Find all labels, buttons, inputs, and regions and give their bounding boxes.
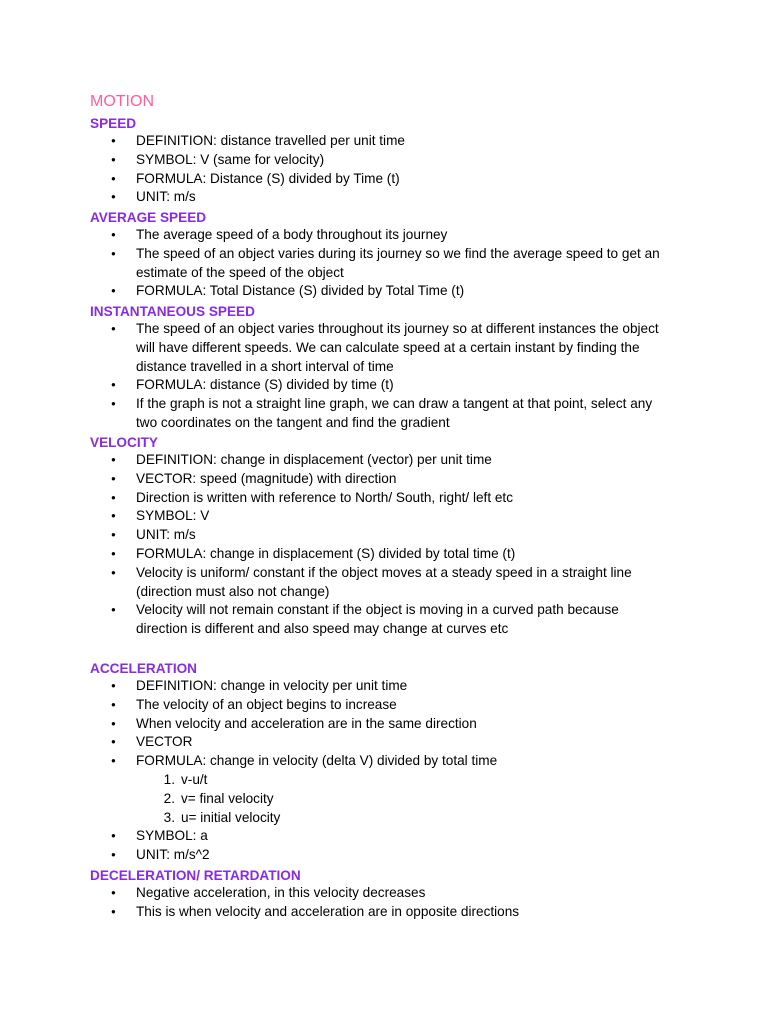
bullet-icon: ● — [111, 380, 116, 390]
numbered-item — [163, 790, 741, 809]
list-item-text: FORMULA: distance (S) divided by time (t) — [136, 377, 394, 393]
bullet-icon: ● — [111, 248, 116, 258]
list-item-text: SYMBOL: a — [136, 828, 208, 844]
list-item — [111, 376, 696, 395]
bullet-icon: ● — [111, 230, 116, 239]
list-item-text: distance travelled in a short interval of time — [136, 358, 394, 374]
bullet-icon: ● — [111, 286, 116, 296]
list-item-text: FORMULA: Distance (S) divided by Time (t) — [136, 170, 400, 186]
list-item-text: FORMULA: Total Distance (S) divided by Total Time (t) — [136, 283, 465, 299]
bullet-icon: ● — [111, 511, 116, 521]
list-item-text: SYMBOL: V — [136, 508, 210, 524]
bullet-icon: ● — [111, 756, 116, 766]
list-item — [111, 677, 696, 696]
list-item — [111, 320, 696, 376]
list-item-text: Direction is written with reference to North/ South, right/ left etc — [136, 489, 514, 505]
section-heading: SPEED — [90, 116, 137, 131]
list-item-text: VECTOR — [136, 734, 193, 750]
bullet-icon: ● — [111, 173, 116, 183]
list-item-text: will have different speeds. We can calculate speed at a certain instant by finding the — [136, 339, 640, 355]
list-item-text: The speed of an object varies throughout its journey so at different instances the object — [136, 321, 659, 336]
list-item — [111, 489, 696, 508]
list-item-text: UNIT: m/s — [136, 189, 196, 205]
list-item-text: FORMULA: change in displacement (S) divided by total time (t) — [136, 546, 516, 561]
list-item — [111, 696, 696, 715]
list-item — [111, 170, 696, 189]
bullet-icon: ● — [111, 906, 116, 916]
list-item-text: Velocity is uniform/ constant if the object moves at a steady speed in a straight line — [136, 564, 632, 580]
bullet-icon: ● — [111, 324, 116, 333]
list-item — [111, 752, 696, 771]
list-item — [111, 151, 696, 170]
bullet-icon: ● — [111, 605, 116, 615]
list-item — [111, 395, 696, 433]
list-item — [111, 245, 696, 283]
list-item-text: DEFINITION: change in velocity per unit time — [136, 678, 408, 693]
list-item-text: estimate of the speed of the object — [136, 264, 344, 280]
list-item — [111, 564, 696, 602]
bullet-icon: ● — [111, 888, 116, 897]
bullet-icon: ● — [111, 192, 116, 202]
section-heading: VELOCITY — [90, 435, 158, 450]
bullet-icon: ● — [111, 699, 116, 709]
list-item-text: SYMBOL: V (same for velocity) — [136, 151, 325, 167]
bullet-icon: ● — [111, 399, 116, 409]
bullet-icon: ● — [111, 492, 116, 502]
list-item — [111, 715, 696, 734]
list-item-text: (direction must also not change) — [136, 583, 330, 599]
list-item-text: Negative acceleration, in this velocity decreases — [136, 885, 426, 900]
list-item — [111, 470, 696, 489]
numbered-item-text: v= final velocity — [181, 790, 274, 806]
bullet-icon: ● — [111, 831, 116, 841]
list-item — [111, 903, 696, 922]
numbered-item-text: u= initial velocity — [181, 809, 281, 825]
list-item — [111, 545, 696, 564]
list-item-text: UNIT: m/s^2 — [136, 847, 210, 863]
bullet-icon: ● — [111, 136, 116, 145]
list-item — [111, 601, 696, 639]
list-item-text: direction is different and also speed may change at curves etc — [136, 621, 509, 637]
list-item — [111, 188, 696, 207]
bullet-icon: ● — [111, 681, 116, 690]
bullet-icon: ● — [111, 473, 116, 483]
section-heading: DECELERATION/ RETARDATION — [90, 868, 301, 883]
list-item — [111, 451, 696, 470]
list-item-text: DEFINITION: change in displacement (vector) per unit time — [136, 452, 492, 467]
list-item — [111, 846, 696, 865]
section-heading: AVERAGE SPEED — [90, 210, 207, 225]
bullet-icon: ● — [111, 567, 116, 577]
list-item — [111, 526, 696, 545]
bullet-icon: ● — [111, 455, 116, 464]
list-item — [111, 507, 696, 526]
bullet-icon: ● — [111, 154, 116, 164]
list-item-text: DEFINITION: distance travelled per unit time — [136, 133, 405, 148]
numbered-item-text: v-u/t — [181, 772, 208, 787]
list-item-text: If the graph is not a straight line graph, we can draw a tangent at that point, select any — [136, 396, 653, 412]
bullet-icon: ● — [111, 850, 116, 860]
bullet-icon: ● — [111, 718, 116, 728]
list-number: 3. — [163, 809, 175, 825]
section-heading: INSTANTANEOUS SPEED — [90, 304, 255, 319]
list-item — [111, 884, 696, 903]
list-item-text: The velocity of an object begins to increase — [136, 696, 397, 712]
list-item-text: The average speed of a body throughout its journey — [136, 227, 448, 242]
list-item — [111, 282, 696, 301]
numbered-item — [163, 809, 741, 828]
page-title: MOTION — [90, 93, 154, 110]
list-item — [111, 132, 696, 151]
list-item-text: This is when velocity and acceleration are in opposite directions — [136, 903, 520, 919]
bullet-icon: ● — [111, 737, 116, 747]
list-item-text: Velocity will not remain constant if the object is moving in a curved path because — [136, 602, 619, 618]
list-item — [111, 827, 696, 846]
bullet-icon: ● — [111, 530, 116, 540]
list-number: 2. — [163, 790, 175, 806]
bullet-icon: ● — [111, 549, 116, 558]
numbered-item — [163, 771, 741, 790]
section-heading: ACCELERATION — [90, 661, 197, 676]
list-item — [111, 226, 696, 245]
list-item-text: UNIT: m/s — [136, 527, 196, 543]
list-item-text: FORMULA: change in velocity (delta V) divided by total time — [136, 753, 498, 769]
list-item-text: The speed of an object varies during its journey so we find the average speed to get an — [136, 245, 660, 261]
list-number: 1. — [163, 772, 175, 787]
list-item-text: VECTOR: speed (magnitude) with direction — [136, 470, 397, 486]
list-item — [111, 733, 696, 752]
list-item-text: two coordinates on the tangent and find the gradient — [136, 414, 450, 430]
list-item-text: When velocity and acceleration are in the same direction — [136, 715, 477, 731]
